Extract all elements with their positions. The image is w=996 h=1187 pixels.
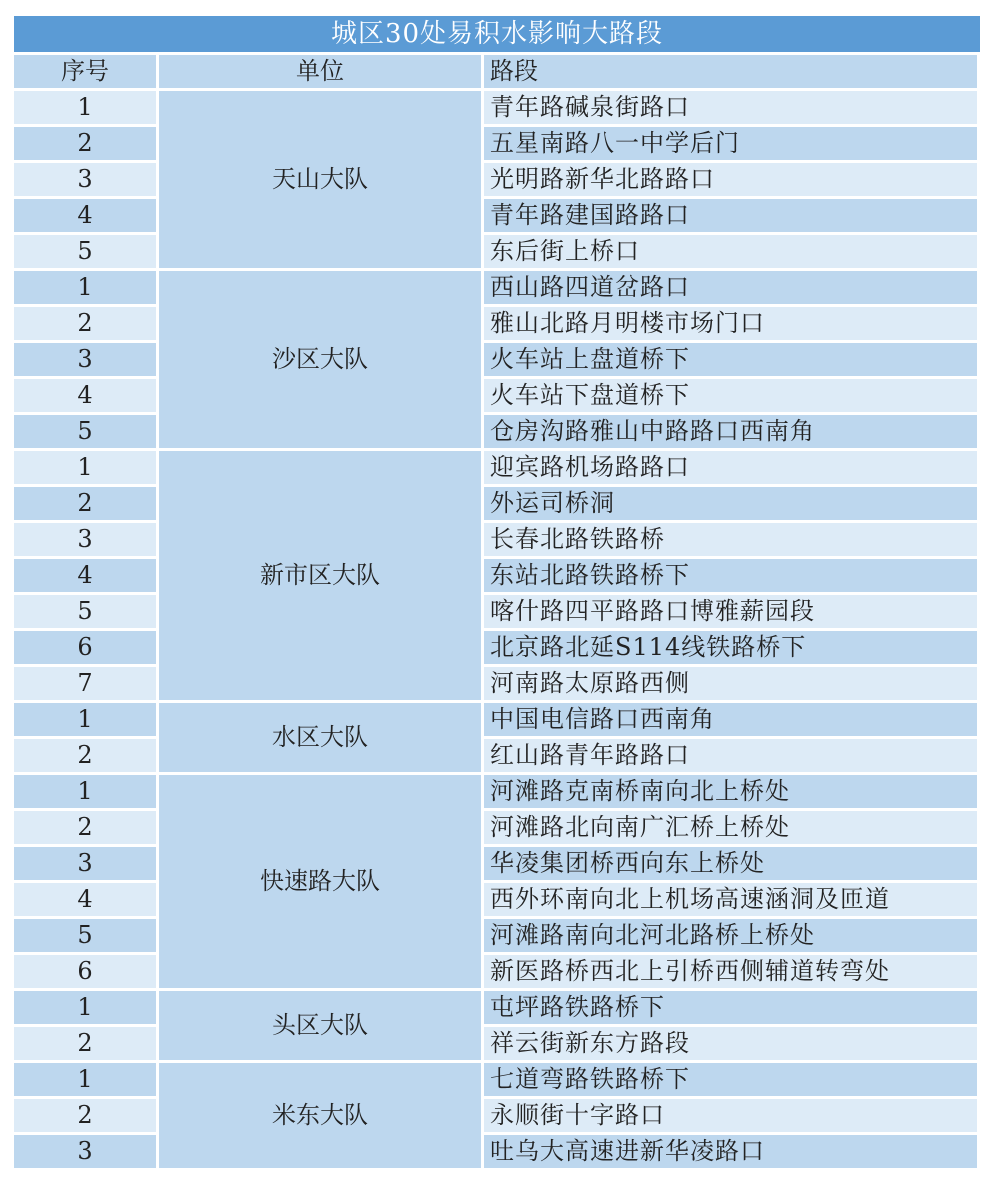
seq-cell: 1 <box>14 1063 159 1099</box>
flood-roads-table <box>14 55 980 1171</box>
road-cell: 东站北路铁路桥下 <box>484 559 980 595</box>
seq-cell: 1 <box>14 775 159 811</box>
table-row <box>14 91 980 127</box>
seq-cell: 2 <box>14 487 159 523</box>
road-cell: 吐乌大高速进新华凌路口 <box>484 1135 980 1171</box>
road-cell: 青年路碱泉街路口 <box>484 91 980 127</box>
table-row <box>14 487 980 523</box>
table-row <box>14 235 980 271</box>
table-row <box>14 523 980 559</box>
road-cell: 河滩路北向南广汇桥上桥处 <box>484 811 980 847</box>
road-cell: 长春北路铁路桥 <box>484 523 980 559</box>
table-row <box>14 1063 980 1099</box>
road-cell: 西外环南向北上机场高速涵洞及匝道 <box>484 883 980 919</box>
table-row <box>14 991 980 1027</box>
road-cell: 外运司桥洞 <box>484 487 980 523</box>
road-cell: 华凌集团桥西向东上桥处 <box>484 847 980 883</box>
table-row <box>14 307 980 343</box>
seq-cell: 2 <box>14 307 159 343</box>
road-cell: 永顺街十字路口 <box>484 1099 980 1135</box>
seq-cell: 3 <box>14 163 159 199</box>
seq-cell: 7 <box>14 667 159 703</box>
table-row <box>14 127 980 163</box>
table-row <box>14 559 980 595</box>
seq-cell: 3 <box>14 1135 159 1171</box>
road-cell: 光明路新华北路路口 <box>484 163 980 199</box>
unit-cell: 新市区大队 <box>159 451 484 703</box>
road-cell: 祥云街新东方路段 <box>484 1027 980 1063</box>
seq-cell: 1 <box>14 271 159 307</box>
table-row <box>14 883 980 919</box>
seq-cell: 2 <box>14 1099 159 1135</box>
seq-cell: 5 <box>14 595 159 631</box>
road-cell: 雅山北路月明楼市场门口 <box>484 307 980 343</box>
header-seq: 序号 <box>14 55 159 91</box>
header-road: 路段 <box>484 55 980 91</box>
table-row <box>14 1099 980 1135</box>
seq-cell: 1 <box>14 451 159 487</box>
road-cell: 青年路建国路路口 <box>484 199 980 235</box>
road-cell: 河滩路南向北河北路桥上桥处 <box>484 919 980 955</box>
unit-cell: 水区大队 <box>159 703 484 775</box>
table-row <box>14 811 980 847</box>
road-cell: 新医路桥西北上引桥西侧辅道转弯处 <box>484 955 980 991</box>
table-row <box>14 703 980 739</box>
road-cell: 火车站上盘道桥下 <box>484 343 980 379</box>
unit-cell: 快速路大队 <box>159 775 484 991</box>
seq-cell: 3 <box>14 343 159 379</box>
seq-cell: 1 <box>14 703 159 739</box>
seq-cell: 2 <box>14 739 159 775</box>
table-row <box>14 775 980 811</box>
road-cell: 七道弯路铁路桥下 <box>484 1063 980 1099</box>
road-cell: 中国电信路口西南角 <box>484 703 980 739</box>
table-row <box>14 847 980 883</box>
seq-cell: 3 <box>14 847 159 883</box>
seq-cell: 5 <box>14 415 159 451</box>
table-body <box>14 55 980 1171</box>
table-row <box>14 379 980 415</box>
unit-cell: 头区大队 <box>159 991 484 1063</box>
table-row <box>14 631 980 667</box>
seq-cell: 2 <box>14 811 159 847</box>
flood-roads-sheet <box>14 16 980 1171</box>
seq-cell: 6 <box>14 955 159 991</box>
table-row <box>14 595 980 631</box>
road-cell: 河南路太原路西侧 <box>484 667 980 703</box>
header-unit: 单位 <box>159 55 484 91</box>
seq-cell: 6 <box>14 631 159 667</box>
header-row <box>14 55 980 91</box>
road-cell: 东后街上桥口 <box>484 235 980 271</box>
seq-cell: 4 <box>14 379 159 415</box>
table-row <box>14 163 980 199</box>
road-cell: 西山路四道岔路口 <box>484 271 980 307</box>
table-row <box>14 1027 980 1063</box>
table-row <box>14 739 980 775</box>
table-row <box>14 415 980 451</box>
unit-cell: 天山大队 <box>159 91 484 271</box>
seq-cell: 5 <box>14 235 159 271</box>
road-cell: 屯坪路铁路桥下 <box>484 991 980 1027</box>
seq-cell: 3 <box>14 523 159 559</box>
seq-cell: 4 <box>14 559 159 595</box>
table-row <box>14 1135 980 1171</box>
seq-cell: 1 <box>14 991 159 1027</box>
seq-cell: 4 <box>14 199 159 235</box>
table-row <box>14 919 980 955</box>
seq-cell: 2 <box>14 1027 159 1063</box>
unit-cell: 米东大队 <box>159 1063 484 1171</box>
road-cell: 火车站下盘道桥下 <box>484 379 980 415</box>
road-cell: 红山路青年路路口 <box>484 739 980 775</box>
table-row <box>14 451 980 487</box>
road-cell: 迎宾路机场路路口 <box>484 451 980 487</box>
seq-cell: 1 <box>14 91 159 127</box>
road-cell: 河滩路克南桥南向北上桥处 <box>484 775 980 811</box>
table-row <box>14 271 980 307</box>
road-cell: 仓房沟路雅山中路路口西南角 <box>484 415 980 451</box>
unit-cell: 沙区大队 <box>159 271 484 451</box>
table-title: 城区30处易积水影响大路段 <box>14 16 980 52</box>
table-row <box>14 955 980 991</box>
road-cell: 喀什路四平路路口博雅薪园段 <box>484 595 980 631</box>
road-cell: 五星南路八一中学后门 <box>484 127 980 163</box>
seq-cell: 2 <box>14 127 159 163</box>
table-row <box>14 199 980 235</box>
table-row <box>14 667 980 703</box>
table-row <box>14 343 980 379</box>
road-cell: 北京路北延S114线铁路桥下 <box>484 631 980 667</box>
seq-cell: 4 <box>14 883 159 919</box>
seq-cell: 5 <box>14 919 159 955</box>
